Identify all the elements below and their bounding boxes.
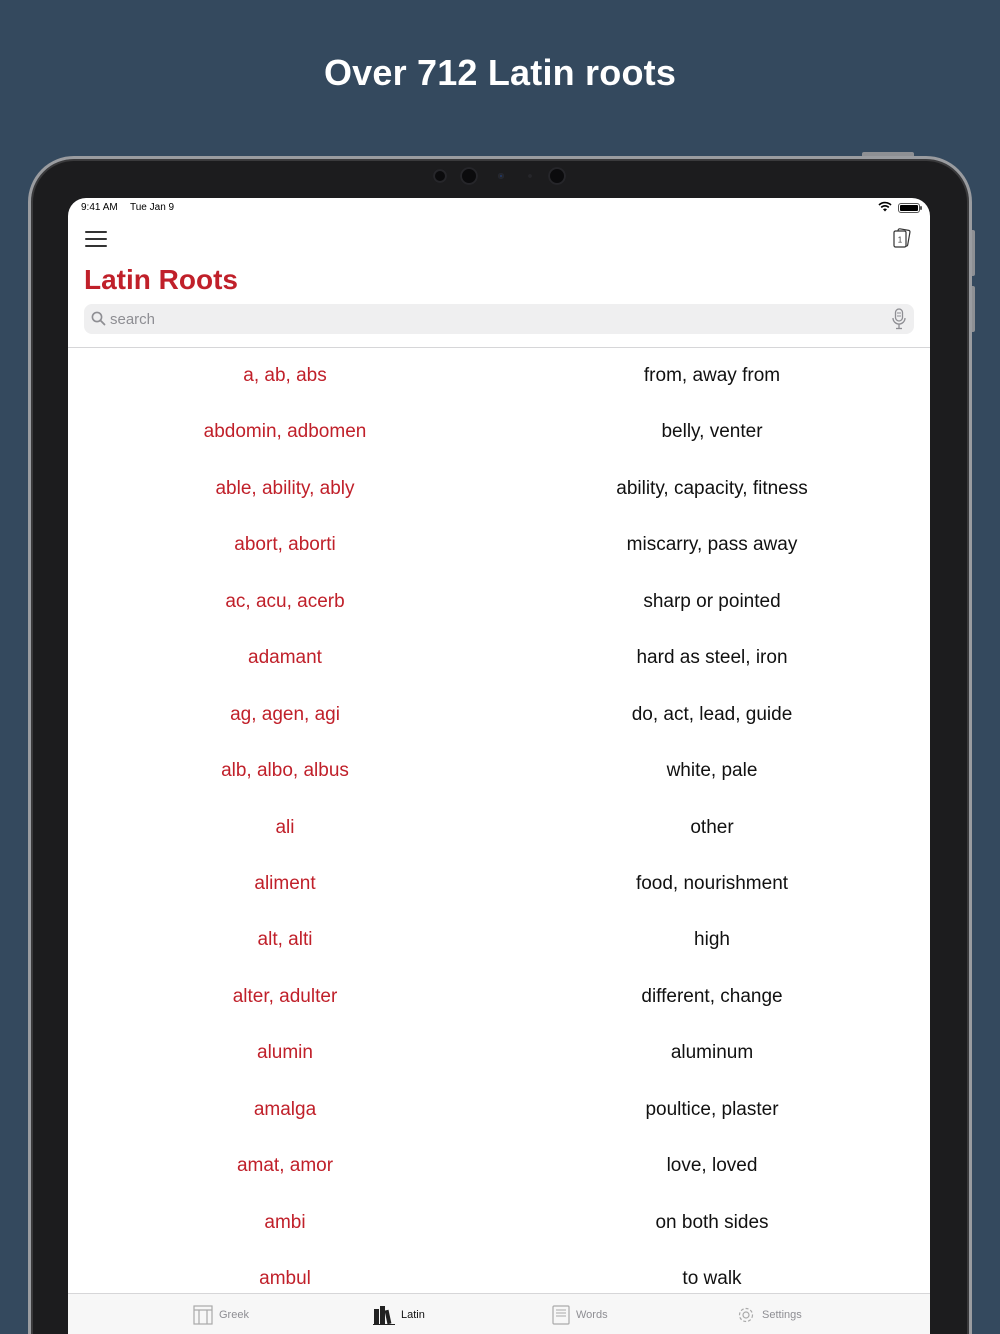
list-item[interactable] <box>68 1138 930 1194</box>
list-item[interactable] <box>68 687 930 743</box>
headline: Over 712 Latin roots <box>323 52 677 93</box>
tab-label: Words <box>576 1308 608 1321</box>
tab-greek[interactable] <box>193 1294 249 1334</box>
root-text: a, ab, abs <box>243 365 327 386</box>
meaning-text: on both sides <box>655 1211 769 1233</box>
meaning-text: sharp or pointed <box>643 590 781 612</box>
svg-text:1: 1 <box>897 235 903 245</box>
root-text: abort, aborti <box>234 534 336 556</box>
root-text: alumin <box>257 1042 313 1064</box>
list-item[interactable] <box>68 912 930 968</box>
meaning-text: different, change <box>641 985 783 1007</box>
sensor-icon <box>548 167 566 185</box>
list-item[interactable] <box>68 574 930 630</box>
meaning-text: to walk <box>682 1268 742 1289</box>
root-text: aliment <box>254 872 316 894</box>
sensor-icon <box>528 174 532 178</box>
tab-label: Latin <box>401 1308 425 1321</box>
hamburger-menu-icon[interactable] <box>85 231 107 247</box>
camera-icon <box>498 173 504 179</box>
list-item[interactable] <box>68 800 930 856</box>
list-item[interactable] <box>68 348 930 404</box>
meaning-text: high <box>694 929 730 951</box>
status-time: 9:41 AM <box>81 202 118 213</box>
columns-icon <box>193 1305 213 1325</box>
root-text: adamant <box>248 647 322 669</box>
list-item[interactable] <box>68 969 930 1025</box>
sensor-icon <box>460 167 478 185</box>
list-item[interactable] <box>68 1195 930 1251</box>
root-text: amat, amor <box>236 1155 334 1177</box>
root-text: ambi <box>264 1211 306 1233</box>
list-item[interactable] <box>68 1082 930 1138</box>
tab-settings[interactable] <box>736 1294 802 1334</box>
root-text: ambul <box>259 1268 311 1289</box>
meaning-text: ability, capacity, fitness <box>616 477 808 499</box>
root-text: able, ability, ably <box>215 477 355 499</box>
meaning-text: love, loved <box>666 1155 758 1177</box>
root-text: ag, agen, agi <box>230 703 340 725</box>
books-icon <box>373 1305 395 1325</box>
search-input[interactable] <box>110 307 870 331</box>
meaning-text: belly, venter <box>661 421 763 443</box>
flashcards-icon[interactable] <box>892 228 912 250</box>
tab-label: Settings <box>762 1308 802 1321</box>
list-item[interactable] <box>68 630 930 686</box>
search-icon <box>91 311 106 331</box>
meaning-text: white, pale <box>666 760 758 782</box>
root-text: abdomin, adbomen <box>203 421 367 443</box>
tab-words[interactable] <box>552 1294 608 1334</box>
meaning-text: aluminum <box>670 1042 754 1064</box>
list-item[interactable] <box>68 1025 930 1081</box>
tab-bar <box>68 1293 930 1334</box>
root-text: ali <box>275 816 295 838</box>
book-icon <box>552 1305 570 1325</box>
page-title: Latin Roots <box>84 264 238 295</box>
search-bar[interactable] <box>84 304 914 334</box>
root-text: alb, albo, albus <box>221 760 349 782</box>
meaning-text: miscarry, pass away <box>626 534 798 556</box>
meaning-text: from, away from <box>643 365 781 386</box>
app-screen <box>68 198 930 1334</box>
meaning-text: do, act, lead, guide <box>631 703 793 725</box>
root-text: ac, acu, acerb <box>225 590 345 612</box>
roots-list <box>68 348 930 1307</box>
status-date: Tue Jan 9 <box>130 202 175 213</box>
status-bar <box>68 198 930 220</box>
meaning-text: poultice, plaster <box>645 1098 779 1120</box>
root-text: amalga <box>253 1098 317 1120</box>
tab-label: Greek <box>219 1308 249 1321</box>
wifi-icon <box>878 201 892 215</box>
root-text: alt, alti <box>257 929 313 951</box>
list-item[interactable] <box>68 404 930 460</box>
tab-latin[interactable] <box>373 1294 425 1334</box>
list-item[interactable] <box>68 517 930 573</box>
list-item[interactable] <box>68 743 930 799</box>
gear-icon <box>736 1305 756 1325</box>
root-text: alter, adulter <box>232 985 338 1007</box>
meaning-text: hard as steel, iron <box>636 647 788 669</box>
meaning-text: food, nourishment <box>635 872 789 894</box>
list-item[interactable] <box>68 461 930 517</box>
list-item[interactable] <box>68 856 930 912</box>
meaning-text: other <box>690 816 734 838</box>
microphone-icon[interactable] <box>892 308 906 335</box>
battery-icon <box>898 203 920 213</box>
sensor-icon <box>433 169 447 183</box>
